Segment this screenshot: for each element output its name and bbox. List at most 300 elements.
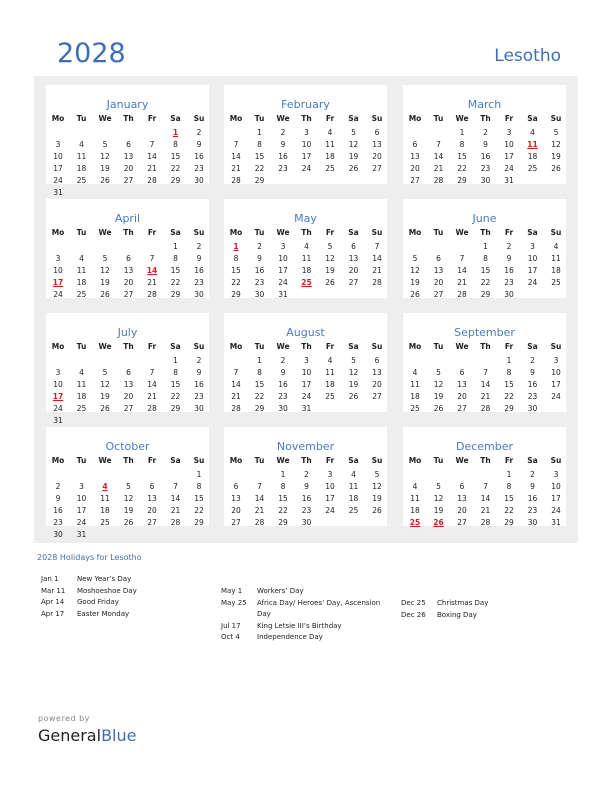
day-cell: 6 bbox=[233, 482, 239, 491]
weekday-header: Th bbox=[301, 342, 312, 351]
weekday-header: Sa bbox=[348, 456, 359, 465]
day-cell: 9 bbox=[196, 140, 202, 149]
weekday-header: We bbox=[98, 228, 112, 237]
day-cell: 27 bbox=[457, 518, 467, 527]
weekday-header: Su bbox=[371, 456, 383, 465]
weekday-header: Fr bbox=[504, 228, 514, 237]
weekday-header: Tu bbox=[433, 228, 444, 237]
holiday-date: Dec 26 bbox=[401, 610, 426, 619]
day-cell: 10 bbox=[551, 482, 561, 491]
day-cell: 13 bbox=[123, 152, 134, 161]
day-cell: 3 bbox=[55, 254, 61, 263]
day-cell: 28 bbox=[372, 278, 382, 287]
day-cell: 19 bbox=[325, 266, 335, 275]
weekday-header: We bbox=[455, 228, 469, 237]
day-cell: 9 bbox=[196, 368, 202, 377]
day-cell: 12 bbox=[325, 254, 335, 263]
day-cell: 28 bbox=[147, 176, 157, 185]
day-cell: 9 bbox=[530, 368, 535, 377]
day-cell: 16 bbox=[278, 152, 288, 161]
day-cell: 28 bbox=[433, 176, 444, 185]
weekday-header: Sa bbox=[348, 114, 359, 123]
weekday-header: Th bbox=[480, 456, 491, 465]
day-cell: 30 bbox=[194, 176, 204, 185]
weekday-header: Mo bbox=[51, 456, 65, 465]
day-cell: 11 bbox=[301, 254, 312, 263]
day-cell: 10 bbox=[551, 368, 561, 377]
day-cell: 12 bbox=[410, 266, 420, 275]
day-cell: 5 bbox=[553, 128, 559, 137]
holiday-date: Dec 25 bbox=[401, 599, 426, 607]
day-cell: 22 bbox=[254, 392, 265, 401]
month-name: January bbox=[106, 98, 149, 111]
day-cell: 7 bbox=[374, 242, 380, 251]
day-cell: 5 bbox=[126, 482, 131, 491]
day-cell: 7 bbox=[483, 368, 488, 377]
weekday-header: We bbox=[455, 456, 469, 465]
day-cell: 19 bbox=[433, 506, 444, 515]
day-cell: 21 bbox=[147, 278, 157, 287]
month-name: May bbox=[294, 212, 317, 225]
weekday-header: Sa bbox=[170, 114, 181, 123]
day-cell: 27 bbox=[348, 278, 359, 287]
day-cell: 13 bbox=[348, 254, 359, 263]
holiday-name: New Year’s Day bbox=[77, 575, 132, 583]
day-cell: 3 bbox=[553, 470, 559, 479]
weekday-header: Su bbox=[550, 228, 562, 237]
day-cell: 30 bbox=[301, 518, 312, 527]
day-cell: 2 bbox=[196, 128, 202, 137]
day-cell: 9 bbox=[196, 254, 202, 263]
day-cell: 13 bbox=[123, 380, 134, 389]
day-cell: 16 bbox=[254, 266, 265, 275]
weekday-header: Tu bbox=[433, 456, 444, 465]
day-cell: 27 bbox=[231, 518, 241, 527]
day-cell: 15 bbox=[457, 152, 467, 161]
day-cell: 30 bbox=[194, 404, 204, 413]
day-cell: 13 bbox=[457, 380, 467, 389]
day-cell: 2 bbox=[506, 242, 512, 251]
day-cell: 3 bbox=[304, 356, 309, 365]
day-cell: 8 bbox=[280, 482, 286, 491]
weekday-header: Mo bbox=[408, 114, 422, 123]
day-cell: 29 bbox=[457, 176, 467, 185]
day-cell: 14 bbox=[480, 380, 491, 389]
day-cell: 21 bbox=[147, 164, 157, 173]
day-cell: 20 bbox=[457, 506, 467, 515]
day-cell: 29 bbox=[504, 518, 514, 527]
day-cell: 25 bbox=[100, 518, 110, 527]
day-cell: 22 bbox=[231, 278, 241, 287]
day-cell: 19 bbox=[433, 392, 444, 401]
weekday-header: We bbox=[455, 342, 469, 351]
month-name: November bbox=[276, 440, 335, 453]
day-cell: 18 bbox=[301, 266, 312, 275]
day-cell: 29 bbox=[170, 290, 181, 299]
day-cell: 23 bbox=[194, 278, 204, 287]
weekday-header: Th bbox=[480, 228, 491, 237]
weekday-header: Su bbox=[193, 114, 205, 123]
day-cell: 22 bbox=[170, 278, 181, 287]
day-cell: 22 bbox=[504, 392, 514, 401]
day-cell: 16 bbox=[278, 380, 288, 389]
day-cell: 28 bbox=[170, 518, 181, 527]
day-cell: 25 bbox=[527, 164, 538, 173]
day-cell: 2 bbox=[304, 470, 309, 479]
day-cell: 20 bbox=[372, 152, 382, 161]
day-cell: 6 bbox=[126, 254, 131, 263]
day-cell: 3 bbox=[327, 470, 333, 479]
day-cell: 22 bbox=[457, 164, 467, 173]
holiday-date: Mar 11 bbox=[41, 586, 66, 595]
day-cell: 29 bbox=[480, 290, 491, 299]
day-cell: 12 bbox=[348, 140, 359, 149]
day-cell: 30 bbox=[527, 518, 538, 527]
day-cell: 12 bbox=[433, 494, 444, 503]
country-name: Lesotho bbox=[494, 46, 561, 66]
day-cell: 11 bbox=[76, 152, 87, 161]
day-cell: 6 bbox=[436, 254, 441, 263]
day-cell: 19 bbox=[100, 392, 110, 401]
day-cell: 3 bbox=[55, 368, 61, 377]
day-cell: 1 bbox=[459, 128, 465, 137]
day-cell: 8 bbox=[506, 368, 512, 377]
page-title: 2028 bbox=[57, 38, 126, 69]
day-cell: 19 bbox=[100, 278, 110, 287]
day-cell: 29 bbox=[231, 290, 241, 299]
weekday-header: We bbox=[98, 114, 112, 123]
day-cell: 6 bbox=[412, 140, 418, 149]
day-cell: 19 bbox=[100, 164, 110, 173]
day-cell: 12 bbox=[433, 380, 444, 389]
month-name: September bbox=[454, 326, 515, 339]
weekday-header: Mo bbox=[408, 456, 422, 465]
day-cell: 24 bbox=[551, 506, 561, 515]
day-cell: 27 bbox=[123, 290, 134, 299]
day-cell: 2 bbox=[55, 482, 61, 491]
day-cell: 14 bbox=[480, 494, 491, 503]
day-cell: 21 bbox=[147, 392, 157, 401]
weekday-header: Sa bbox=[348, 228, 359, 237]
day-cell: 2 bbox=[196, 356, 202, 365]
day-cell: 4 bbox=[304, 242, 309, 251]
day-cell: 18 bbox=[410, 506, 420, 515]
weekday-header: Fr bbox=[147, 228, 157, 237]
weekday-header: Su bbox=[550, 456, 562, 465]
day-cell: 11 bbox=[410, 380, 420, 389]
weekday-header: Su bbox=[371, 228, 383, 237]
weekday-header: Th bbox=[123, 114, 134, 123]
day-cell: 14 bbox=[147, 380, 157, 389]
holiday-name: Good Friday bbox=[77, 598, 119, 606]
day-cell: 24 bbox=[527, 278, 538, 287]
weekday-header: Fr bbox=[504, 342, 514, 351]
day-cell: 1 bbox=[257, 128, 262, 137]
day-cell: 1 bbox=[506, 356, 512, 365]
day-cell: 25 bbox=[551, 278, 561, 287]
day-cell: 4 bbox=[79, 368, 84, 377]
day-cell: 15 bbox=[278, 494, 288, 503]
weekday-header: Sa bbox=[527, 342, 538, 351]
weekday-header: Sa bbox=[527, 456, 538, 465]
day-cell: 4 bbox=[530, 128, 535, 137]
day-cell: 13 bbox=[372, 368, 382, 377]
day-cell: 16 bbox=[527, 380, 538, 389]
day-cell: 29 bbox=[278, 518, 288, 527]
day-cell: 19 bbox=[372, 494, 382, 503]
day-cell: 27 bbox=[123, 404, 134, 413]
day-cell: 23 bbox=[504, 278, 514, 287]
day-cell: 16 bbox=[194, 266, 204, 275]
day-cell: 5 bbox=[436, 368, 441, 377]
day-cell: 24 bbox=[278, 278, 288, 287]
day-cell: 29 bbox=[194, 518, 204, 527]
weekday-header: Th bbox=[480, 114, 491, 123]
day-cell: 3 bbox=[280, 242, 286, 251]
day-cell: 15 bbox=[504, 494, 514, 503]
day-cell: 8 bbox=[506, 482, 512, 491]
day-cell: 27 bbox=[410, 176, 420, 185]
day-cell: 27 bbox=[147, 518, 157, 527]
day-cell: 9 bbox=[55, 494, 61, 503]
month-name: December bbox=[455, 440, 514, 453]
holiday-date: Apr 14 bbox=[41, 598, 65, 606]
day-cell: 22 bbox=[254, 164, 265, 173]
day-cell: 30 bbox=[53, 530, 63, 539]
weekday-header: We bbox=[98, 342, 112, 351]
day-cell: 3 bbox=[530, 242, 535, 251]
day-cell: 26 bbox=[433, 404, 444, 413]
day-cell: 1 bbox=[483, 242, 488, 251]
holiday-date: May 25 bbox=[221, 598, 247, 607]
day-cell: 29 bbox=[170, 176, 181, 185]
day-cell: 11 bbox=[76, 266, 87, 275]
day-cell: 12 bbox=[372, 482, 382, 491]
day-cell: 1 bbox=[196, 470, 202, 479]
month-name: February bbox=[281, 98, 330, 111]
day-cell: 30 bbox=[278, 404, 288, 413]
weekday-header: Fr bbox=[504, 114, 514, 123]
holiday-date: Oct 4 bbox=[221, 633, 240, 641]
holiday-day-cell: 25 bbox=[301, 278, 312, 287]
day-cell: 2 bbox=[483, 128, 488, 137]
holiday-day-cell: 11 bbox=[527, 140, 538, 149]
weekday-header: We bbox=[276, 228, 290, 237]
holiday-name: Moshoeshoe Day bbox=[77, 586, 137, 595]
day-cell: 18 bbox=[410, 392, 420, 401]
day-cell: 15 bbox=[170, 266, 181, 275]
day-cell: 30 bbox=[194, 290, 204, 299]
weekday-header: Tu bbox=[76, 114, 87, 123]
day-cell: 9 bbox=[257, 254, 262, 263]
day-cell: 19 bbox=[123, 506, 134, 515]
day-cell: 17 bbox=[301, 380, 312, 389]
weekday-header: Th bbox=[123, 342, 134, 351]
day-cell: 20 bbox=[433, 278, 444, 287]
weekday-header: Fr bbox=[504, 456, 514, 465]
day-cell: 15 bbox=[504, 380, 514, 389]
day-cell: 8 bbox=[196, 482, 202, 491]
day-cell: 6 bbox=[374, 128, 380, 137]
weekday-header: Tu bbox=[76, 456, 87, 465]
day-cell: 21 bbox=[254, 506, 265, 515]
day-cell: 2 bbox=[257, 242, 262, 251]
holiday-day-cell: 25 bbox=[409, 518, 421, 527]
day-cell: 20 bbox=[372, 380, 382, 389]
day-cell: 9 bbox=[530, 482, 535, 491]
day-cell: 26 bbox=[325, 278, 335, 287]
weekday-header: Fr bbox=[325, 114, 335, 123]
day-cell: 16 bbox=[194, 380, 204, 389]
day-cell: 30 bbox=[480, 176, 491, 185]
holiday-date: Apr 17 bbox=[41, 609, 65, 618]
day-cell: 28 bbox=[457, 290, 467, 299]
day-cell: 7 bbox=[173, 482, 178, 491]
day-cell: 14 bbox=[372, 254, 382, 263]
day-cell: 26 bbox=[348, 164, 359, 173]
day-cell: 29 bbox=[254, 176, 265, 185]
day-cell: 8 bbox=[173, 368, 178, 377]
day-cell: 5 bbox=[412, 254, 418, 263]
day-cell: 28 bbox=[231, 176, 241, 185]
day-cell: 16 bbox=[53, 506, 63, 515]
weekday-header: We bbox=[276, 342, 290, 351]
day-cell: 30 bbox=[527, 404, 538, 413]
day-cell: 31 bbox=[76, 530, 87, 539]
day-cell: 17 bbox=[53, 164, 63, 173]
day-cell: 26 bbox=[410, 290, 420, 299]
day-cell: 19 bbox=[348, 380, 359, 389]
day-cell: 7 bbox=[149, 254, 155, 263]
day-cell: 10 bbox=[527, 254, 538, 263]
day-cell: 24 bbox=[53, 176, 63, 185]
weekday-header: Sa bbox=[170, 228, 181, 237]
day-cell: 25 bbox=[325, 392, 335, 401]
day-cell: 3 bbox=[79, 482, 84, 491]
day-cell: 20 bbox=[123, 278, 134, 287]
day-cell: 10 bbox=[325, 482, 335, 491]
day-cell: 24 bbox=[76, 518, 87, 527]
holidays-title: 2028 Holidays for Lesotho bbox=[37, 553, 142, 562]
day-cell: 15 bbox=[231, 266, 241, 275]
weekday-header: Su bbox=[193, 342, 205, 351]
month-october bbox=[46, 427, 209, 539]
day-cell: 3 bbox=[506, 128, 512, 137]
weekday-header: Fr bbox=[147, 114, 157, 123]
day-cell: 14 bbox=[147, 152, 157, 161]
day-cell: 6 bbox=[149, 482, 155, 491]
day-cell: 19 bbox=[410, 278, 420, 287]
month-name: August bbox=[286, 326, 325, 339]
day-cell: 28 bbox=[480, 518, 491, 527]
day-cell: 24 bbox=[325, 506, 335, 515]
day-cell: 9 bbox=[483, 140, 488, 149]
day-cell: 17 bbox=[325, 494, 335, 503]
day-cell: 21 bbox=[231, 392, 241, 401]
day-cell: 13 bbox=[147, 494, 157, 503]
day-cell: 7 bbox=[149, 140, 155, 149]
day-cell: 27 bbox=[372, 164, 382, 173]
day-cell: 11 bbox=[410, 494, 420, 503]
weekday-header: We bbox=[455, 114, 469, 123]
day-cell: 21 bbox=[480, 392, 491, 401]
holiday-name: Independence Day bbox=[257, 633, 323, 641]
day-cell: 27 bbox=[433, 290, 444, 299]
day-cell: 5 bbox=[436, 482, 441, 491]
month-may bbox=[224, 199, 387, 298]
day-cell: 5 bbox=[374, 470, 380, 479]
day-cell: 5 bbox=[351, 356, 356, 365]
weekday-header: Th bbox=[301, 228, 312, 237]
day-cell: 1 bbox=[257, 356, 262, 365]
day-cell: 19 bbox=[348, 152, 359, 161]
month-november bbox=[224, 427, 387, 526]
day-cell: 22 bbox=[170, 392, 181, 401]
day-cell: 18 bbox=[100, 506, 110, 515]
day-cell: 18 bbox=[527, 152, 538, 161]
weekday-header: Tu bbox=[254, 456, 265, 465]
day-cell: 14 bbox=[170, 494, 181, 503]
day-cell: 14 bbox=[457, 266, 467, 275]
day-cell: 24 bbox=[53, 290, 63, 299]
day-cell: 22 bbox=[480, 278, 491, 287]
day-cell: 4 bbox=[79, 254, 84, 263]
day-cell: 10 bbox=[301, 140, 312, 149]
day-cell: 22 bbox=[278, 506, 288, 515]
day-cell: 11 bbox=[100, 494, 110, 503]
day-cell: 15 bbox=[480, 266, 491, 275]
day-cell: 7 bbox=[436, 140, 441, 149]
weekday-header: Fr bbox=[147, 342, 157, 351]
month-march bbox=[403, 85, 566, 184]
weekday-header: Mo bbox=[51, 228, 65, 237]
weekday-header: Th bbox=[123, 456, 134, 465]
day-cell: 8 bbox=[459, 140, 465, 149]
day-cell: 20 bbox=[123, 392, 134, 401]
day-cell: 17 bbox=[504, 152, 514, 161]
day-cell: 23 bbox=[480, 164, 491, 173]
weekday-header: Sa bbox=[527, 114, 538, 123]
day-cell: 24 bbox=[301, 392, 312, 401]
day-cell: 7 bbox=[233, 140, 239, 149]
weekday-header: Sa bbox=[170, 456, 181, 465]
weekday-header: Su bbox=[193, 228, 205, 237]
holiday-day-cell: 14 bbox=[146, 266, 158, 275]
day-cell: 2 bbox=[196, 242, 202, 251]
month-name: April bbox=[114, 212, 141, 225]
day-cell: 25 bbox=[76, 404, 87, 413]
weekday-header: We bbox=[276, 114, 290, 123]
weekday-header: Tu bbox=[433, 342, 444, 351]
day-cell: 13 bbox=[410, 152, 420, 161]
weekday-header: Th bbox=[123, 228, 134, 237]
holiday-day-cell: 26 bbox=[433, 518, 444, 527]
day-cell: 10 bbox=[53, 380, 63, 389]
day-cell: 24 bbox=[504, 164, 514, 173]
weekday-header: Th bbox=[301, 456, 312, 465]
day-cell: 8 bbox=[173, 140, 178, 149]
month-june bbox=[403, 199, 566, 298]
day-cell: 22 bbox=[504, 506, 514, 515]
month-august bbox=[224, 313, 387, 412]
day-cell: 25 bbox=[76, 290, 87, 299]
weekday-header: Tu bbox=[433, 114, 444, 123]
day-cell: 14 bbox=[231, 380, 241, 389]
weekday-header: Mo bbox=[51, 114, 65, 123]
weekday-header: Tu bbox=[76, 228, 87, 237]
day-cell: 5 bbox=[351, 128, 356, 137]
day-cell: 25 bbox=[325, 164, 335, 173]
